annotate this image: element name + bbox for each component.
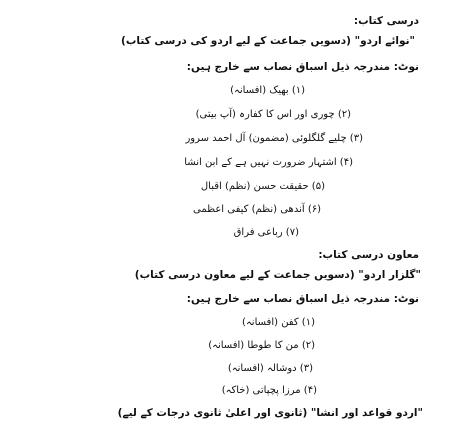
excluded-lesson-item: (۷) رباعی فراق	[233, 227, 299, 238]
heading-textbook: درسی کتاب:	[353, 15, 419, 27]
excluded-lesson-item: (۲) چوری اور اس کا کفارہ (آپ بیتی)	[195, 109, 351, 120]
note-excluded-lessons-2: نوٹ: مندرجہ ذیل اسباق نصاب سے خارج ہیں:	[186, 293, 419, 305]
excluded-lesson-item: (۵) حقیقت حسن (نظم) اقبال	[200, 181, 325, 192]
excluded-lesson-item: (۳) چلیے گلگلوئی (مضمون) آل احمد سرور	[185, 133, 363, 144]
heading-supplementary-textbook: معاون درسی کتاب:	[318, 249, 419, 261]
excluded-lesson-item: (۶) آندھی (نظم) کیفی اعظمی	[193, 204, 321, 215]
excluded-lesson-item: (۱) بھیک (افسانہ)	[230, 85, 305, 96]
supplementary-textbook-title: "گلزار اردو" (دسویں جماعت کے لیے معاون درسی کتاب)	[134, 269, 421, 281]
excluded-lesson-item: (۱) کفن (افسانہ)	[242, 317, 315, 328]
excluded-lesson-item: (۲) من کا طوطا (افسانہ)	[208, 340, 315, 351]
excluded-lesson-item: (۴) مرزا پچپاتی (خاکہ)	[221, 385, 317, 396]
excluded-lesson-item: (۳) دوشالہ (افسانہ)	[227, 363, 313, 374]
note-excluded-lessons-1: نوٹ: مندرجہ ذیل اسباق نصاب سے خارج ہیں:	[186, 61, 419, 73]
grammar-book-title: "اردو قواعد اور انشا" (ثانوی اور اعلیٰ ثانوی درجات کے لیے)	[117, 407, 423, 419]
excluded-lesson-item: (۴) اشتہار ضرورت نہیں ہے کے ابن انشا	[184, 157, 353, 168]
textbook-title: "نوائے اردو" (دسویں جماعت کے لیے اردو کی درسی کتاب)	[121, 35, 415, 47]
